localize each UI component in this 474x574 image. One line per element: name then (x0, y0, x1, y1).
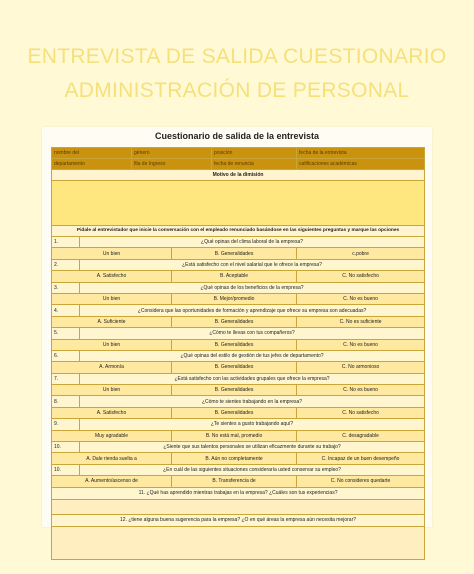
question-number: 10. (52, 442, 80, 453)
question-text: ¿En cuál de las siguientes situaciones consideraría usted conservar su empleo? (80, 464, 425, 475)
question-text: ¿Cómo te llevas con tus compañeros? (80, 328, 425, 339)
answer-option[interactable]: C. No consideres quedarte (297, 476, 425, 487)
answer-option[interactable]: B. Generalidades (172, 248, 297, 259)
field-entry-row[interactable]: fila de Ingreso (132, 159, 212, 170)
field-name[interactable]: nombre del (52, 148, 132, 159)
question-number: 2. (52, 259, 80, 270)
answer-option[interactable]: C. No es bueno (297, 385, 425, 396)
answer-options-row (52, 339, 425, 350)
question-row (52, 396, 425, 407)
answer-option[interactable]: C. No satisfecho (297, 271, 425, 282)
answer-options-row (52, 362, 425, 373)
answer-option[interactable]: C. No satisfecho (297, 407, 425, 418)
info-row (52, 148, 425, 159)
question-row (52, 259, 425, 270)
answer-options-row (52, 385, 425, 396)
page-header (0, 40, 474, 108)
answer-option[interactable]: A. Dale rienda suelta a (52, 453, 172, 464)
answer-option[interactable]: Un bien (52, 385, 172, 396)
question-row (52, 305, 425, 316)
answer-option[interactable]: C. No es bueno (297, 339, 425, 350)
question-number: 10. (52, 464, 80, 475)
question-text: ¿Considera que las oportunidades de formación y aprendizaje que ofrece su empresa son adecuadas? (80, 305, 425, 316)
intro-text: Pidale al entrevistador que inicie la conversación con el empleado renunciado basándose en las siguientes preguntas y marque las opciones (52, 226, 425, 237)
answer-option[interactable]: c.pobre (297, 248, 425, 259)
answer-option[interactable]: A. Satisfecho (52, 407, 172, 418)
question-number: 4. (52, 305, 80, 316)
question-number: 6. (52, 350, 80, 361)
question-text: ¿Qué opinas de los beneficios de la empresa? (80, 282, 425, 293)
questionnaire-table (51, 147, 425, 560)
answer-options-row (52, 430, 425, 441)
question-text: ¿Te sientes a gusto trabajando aquí? (80, 419, 425, 430)
question-number: 7. (52, 373, 80, 384)
answer-option[interactable]: C. No armonioso (297, 362, 425, 373)
field-gender[interactable]: género (132, 148, 212, 159)
question-text: ¿Qué opinas del clima laboral de la empresa? (80, 237, 425, 248)
question-row (52, 282, 425, 293)
question-number: 5. (52, 328, 80, 339)
answer-option[interactable]: B. Generalidades (172, 339, 297, 350)
question-row (52, 464, 425, 475)
answer-option[interactable]: B. Aceptable (172, 271, 297, 282)
answer-option[interactable]: B. Generalidades (172, 316, 297, 327)
header-line-2: ADMINISTRACIÓN DE PERSONAL (64, 79, 410, 102)
answer-option[interactable]: B. Generalidades (172, 407, 297, 418)
field-qualifications[interactable]: calificaciones académicas (297, 159, 425, 170)
answer-option[interactable]: Muy agradable (52, 430, 172, 441)
question-text: ¿Siente que sus talentos personales se utilizan eficazmente durante su trabajo? (80, 442, 425, 453)
answer-option[interactable]: A. Aumento/ascenso de (52, 476, 172, 487)
answer-options-row (52, 407, 425, 418)
question-number: 9. (52, 419, 80, 430)
answer-options-row (52, 271, 425, 282)
answer-option[interactable]: C. No es bueno (297, 293, 425, 304)
motive-input[interactable] (52, 181, 425, 226)
question-text: ¿Cómo te sientes trabajando en la empresa? (80, 396, 425, 407)
question-row (52, 328, 425, 339)
field-resignation-date[interactable]: fecha de renuncia (212, 159, 297, 170)
answer-option[interactable]: Un bien (52, 293, 172, 304)
answer-option[interactable]: B. Generalidades (172, 362, 297, 373)
field-interview-date[interactable]: fecha de la entrevista (297, 148, 425, 159)
answer-options-row (52, 476, 425, 487)
answer-options-row (52, 316, 425, 327)
question-row (52, 350, 425, 361)
answer-option[interactable]: B. Transferencia de (172, 476, 297, 487)
answer-option[interactable]: A. Armonía (52, 362, 172, 373)
question-row (52, 419, 425, 430)
answer-option[interactable]: Un bien (52, 248, 172, 259)
answer-option[interactable]: C. No es suficiente (297, 316, 425, 327)
answer-options-row (52, 453, 425, 464)
motive-label: Motivo de la dimisión (52, 170, 425, 181)
answer-option[interactable]: A. Satisfecho (52, 271, 172, 282)
answer-option[interactable]: C. desagradable (297, 430, 425, 441)
question-row (52, 237, 425, 248)
answer-options-row (52, 248, 425, 259)
question-number: 1. (52, 237, 80, 248)
question-text: ¿Está satisfecho con las actividades grupales que ofrece la empresa? (80, 373, 425, 384)
answer-11[interactable] (52, 499, 425, 514)
answer-option[interactable]: Un bien (52, 339, 172, 350)
answer-options-row (52, 293, 425, 304)
answer-option[interactable]: B. No está mal, promedio (172, 430, 297, 441)
question-row (52, 373, 425, 384)
answer-option[interactable]: A. Suficiente (52, 316, 172, 327)
question-text: ¿Qué opinas del estilo de gestión de tus jefes de departamento? (80, 350, 425, 361)
form-sheet (42, 127, 432, 527)
question-number: 8. (52, 396, 80, 407)
question-text: ¿Está satisfecho con el nivel salarial que le ofrece la empresa? (80, 259, 425, 270)
open-question-11: 11. ¿Qué has aprendido mientras trabajas en la empresa? ¿Cuáles son tus experiencias? (52, 487, 425, 499)
header-line-1: ENTREVISTA DE SALIDA CUESTIONARIO (27, 45, 447, 68)
answer-option[interactable]: C. Incapaz de un buen desempeño (297, 453, 425, 464)
info-row (52, 159, 425, 170)
field-position[interactable]: posición (212, 148, 297, 159)
answer-12[interactable] (52, 526, 425, 559)
answer-option[interactable]: B. Mejor/promedio (172, 293, 297, 304)
form-title: Cuestionario de salida de la entrevista (154, 131, 320, 141)
question-row (52, 442, 425, 453)
question-number: 3. (52, 282, 80, 293)
answer-option[interactable]: B. Aún no completamente (172, 453, 297, 464)
open-question-12: 12. ¿tiene alguna buena sugerencia para la empresa? ¿O en qué áreas la empresa aún necesita mejorar? (52, 514, 425, 526)
field-department[interactable]: departamento (52, 159, 132, 170)
answer-option[interactable]: B. Generalidades (172, 385, 297, 396)
